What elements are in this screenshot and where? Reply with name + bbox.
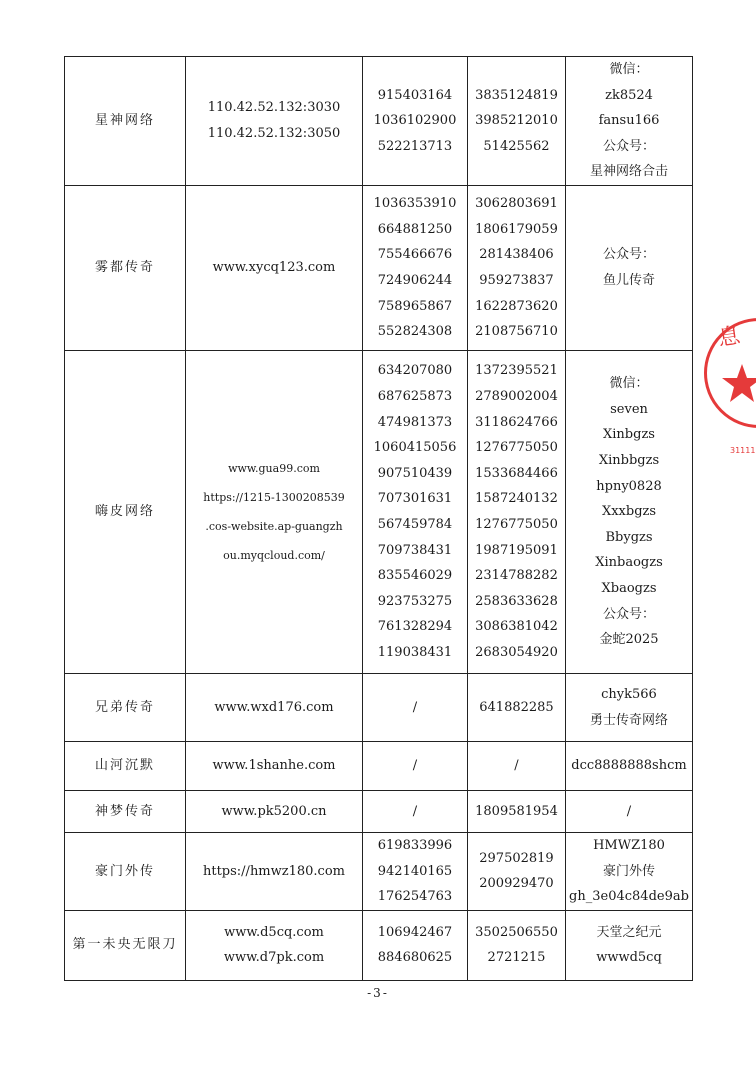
cell-line: Xinbgzs (603, 427, 655, 443)
id-list-cell (363, 742, 468, 791)
cell-line: https://1215-1300208539 (203, 491, 345, 504)
cell-line: 297502819 (479, 850, 554, 866)
cell-line: 915403164 (377, 87, 453, 103)
cell-line: 天堂之纪元 (596, 924, 662, 940)
website-cell (186, 742, 363, 791)
cell-line: 619833996 (377, 838, 453, 853)
cell-line: 微信： (609, 376, 649, 392)
cell-line: gh_3e04c84de9ab (569, 889, 689, 905)
website-cell (186, 57, 363, 186)
table-row (65, 351, 693, 674)
cell-line: Xinbaogzs (595, 555, 663, 571)
table-row (65, 742, 693, 791)
account-list-cell (468, 791, 566, 833)
cell-line: 2583633628 (475, 593, 558, 609)
cell-line: 709738431 (377, 542, 453, 558)
cell-line: 474981373 (377, 414, 453, 430)
table-row (65, 57, 693, 186)
website-cell (186, 674, 363, 742)
cell-line: 1622873620 (475, 298, 558, 314)
cell-line: 1987195091 (475, 542, 558, 558)
cell-line: 942140165 (377, 863, 453, 879)
cell-line: zk8524 (605, 87, 653, 103)
table-row (65, 186, 693, 351)
cell-line: 200929470 (479, 876, 554, 892)
platform-name-cell (65, 910, 186, 980)
cell-line: www.wxd176.com (214, 699, 334, 715)
platform-name-cell (65, 791, 186, 833)
platform-name-cell (65, 186, 186, 351)
cell-line: www.d7pk.com (223, 950, 325, 966)
cell-text: 第一未央无限刀 (72, 937, 178, 953)
cell-line: www.1shanhe.com (212, 758, 336, 774)
table-row (65, 910, 693, 980)
cell-line: 2108756710 (475, 324, 558, 340)
cell-line: 3502506550 (475, 924, 558, 940)
cell-text: 嗨皮网络 (94, 504, 155, 520)
cell-line: 110.42.52.132:3050 (207, 126, 341, 141)
cell-line: fansu166 (598, 113, 660, 129)
contact-cell (566, 910, 693, 980)
cell-line: 567459784 (377, 517, 453, 532)
cell-line: 51425562 (483, 138, 550, 154)
cell-line: 1587240132 (475, 491, 558, 507)
cell-line: / (514, 758, 519, 774)
id-list-cell (363, 833, 468, 911)
cell-line: 2721215 (487, 950, 546, 966)
cell-line: 761328294 (377, 619, 453, 635)
cell-line: 1533684466 (475, 465, 558, 481)
platform-name-cell (65, 351, 186, 674)
cell-line: 724906244 (377, 273, 453, 288)
cell-line: www.pk5200.cn (221, 803, 327, 819)
platform-name-cell (65, 57, 186, 186)
cell-line: / (626, 803, 632, 819)
cell-line: .cos-website.ap-guangzh (205, 520, 343, 533)
contact-cell (566, 186, 693, 351)
platform-name-cell (65, 674, 186, 742)
cell-line: 884680625 (377, 950, 453, 966)
cell-line: seven (610, 401, 648, 417)
cell-line: 2789002004 (475, 389, 558, 405)
cell-line: 星神网络合击 (589, 164, 668, 180)
cell-text: 山河沉默 (94, 758, 155, 774)
cell-line: ou.myqcloud.com/ (223, 549, 325, 562)
cell-line: 1806179059 (475, 221, 558, 237)
seal-text: 息 (716, 323, 742, 352)
cell-line: 1276775050 (475, 440, 558, 456)
table-row (65, 674, 693, 742)
cell-line: 1036102900 (373, 113, 457, 129)
cell-line: www.xycq123.com (212, 260, 336, 276)
cell-line: 2683054920 (475, 644, 558, 660)
contact-cell (566, 833, 693, 911)
platform-name-cell (65, 833, 186, 911)
cell-line: 3062803691 (475, 196, 558, 212)
cell-text: 兄弟传奇 (94, 699, 155, 715)
cell-text: 星神网络 (94, 113, 155, 129)
cell-line: 1276775050 (475, 517, 558, 532)
cell-line: 907510439 (377, 465, 453, 481)
seal-number: 31111 (730, 446, 756, 455)
cell-line: 公众号： (602, 138, 655, 154)
cell-line: 641882285 (479, 699, 554, 715)
cell-line: 835546029 (377, 568, 453, 584)
cell-line: 公众号： (602, 606, 655, 622)
id-list-cell (363, 674, 468, 742)
cell-line: / (412, 758, 418, 774)
records-table (64, 56, 693, 981)
cell-line: 758965867 (377, 298, 453, 314)
id-list-cell (363, 791, 468, 833)
id-list-cell (363, 57, 468, 186)
account-list-cell (468, 186, 566, 351)
account-list-cell (468, 833, 566, 911)
cell-line: www.d5cq.com (224, 924, 324, 940)
cell-text: 神梦传奇 (94, 803, 155, 819)
cell-line: 3118624766 (475, 414, 558, 430)
contact-cell (566, 791, 693, 833)
id-list-cell (363, 910, 468, 980)
cell-line: 923753275 (377, 593, 453, 609)
cell-line: 707301631 (377, 491, 453, 507)
account-list-cell (468, 57, 566, 186)
cell-line: HMWZ180 (593, 838, 665, 853)
id-list-cell (363, 186, 468, 351)
cell-line: hpny0828 (596, 478, 662, 494)
cell-line: www.gua99.com (228, 462, 320, 475)
cell-line: 176254763 (377, 889, 453, 905)
cell-line: / (412, 699, 418, 715)
platform-name-cell (65, 742, 186, 791)
cell-line: 金蛇2025 (599, 632, 659, 648)
cell-line: 664881250 (377, 221, 453, 237)
cell-line: 110.42.52.132:3030 (207, 100, 341, 116)
cell-line: / (412, 803, 418, 819)
cell-line: 755466676 (377, 247, 453, 263)
cell-line: wwwd5cq (596, 950, 662, 966)
cell-line: 3985212010 (475, 113, 558, 129)
cell-line: 522213713 (377, 138, 453, 154)
contact-cell (566, 351, 693, 674)
cell-line: 公众号： (602, 247, 655, 263)
cell-line: 2314788282 (475, 568, 558, 584)
contact-cell (566, 674, 693, 742)
table-row (65, 791, 693, 833)
contact-cell (566, 742, 693, 791)
cell-line: 勇士传奇网络 (589, 712, 668, 728)
page-number: -3- (367, 986, 389, 1000)
cell-line: https://hmwz180.com (202, 863, 345, 879)
contact-cell (566, 57, 693, 186)
cell-line: 1060415056 (373, 440, 457, 456)
account-list-cell (468, 351, 566, 674)
cell-line: 281438406 (479, 247, 554, 263)
cell-line: 1809581954 (475, 803, 558, 819)
cell-line: 106942467 (377, 924, 453, 940)
cell-text: 豪门外传 (94, 863, 155, 879)
cell-line: 1036353910 (373, 196, 457, 212)
account-list-cell (468, 910, 566, 980)
table-row (65, 833, 693, 911)
account-list-cell (468, 742, 566, 791)
cell-line: chyk566 (601, 686, 657, 702)
cell-line: 119038431 (377, 644, 453, 660)
website-cell (186, 351, 363, 674)
cell-text: 雾都传奇 (94, 260, 155, 276)
account-list-cell (468, 674, 566, 742)
website-cell (186, 910, 363, 980)
cell-line: 552824308 (377, 324, 453, 340)
cell-line: Xxxbgzs (601, 504, 657, 520)
cell-line: Xinbbgzs (598, 453, 660, 469)
cell-line: 959273837 (479, 273, 554, 288)
cell-line: 微信： (609, 62, 649, 78)
cell-line: 3835124819 (475, 87, 558, 103)
website-cell (186, 186, 363, 351)
cell-line: 634207080 (377, 363, 453, 379)
cell-line: 3086381042 (475, 619, 558, 635)
website-cell (186, 833, 363, 911)
website-cell (186, 791, 363, 833)
cell-line: Bbygzs (605, 529, 653, 545)
cell-line: 687625873 (377, 389, 453, 405)
cell-line: 1372395521 (475, 363, 558, 379)
cell-line: 鱼儿传奇 (602, 273, 655, 288)
id-list-cell (363, 351, 468, 674)
cell-line: Xbaogzs (601, 580, 657, 596)
cell-line: dcc8888888shcm (571, 758, 687, 774)
cell-line: 豪门外传 (602, 863, 655, 879)
seal-star-icon (720, 362, 756, 406)
